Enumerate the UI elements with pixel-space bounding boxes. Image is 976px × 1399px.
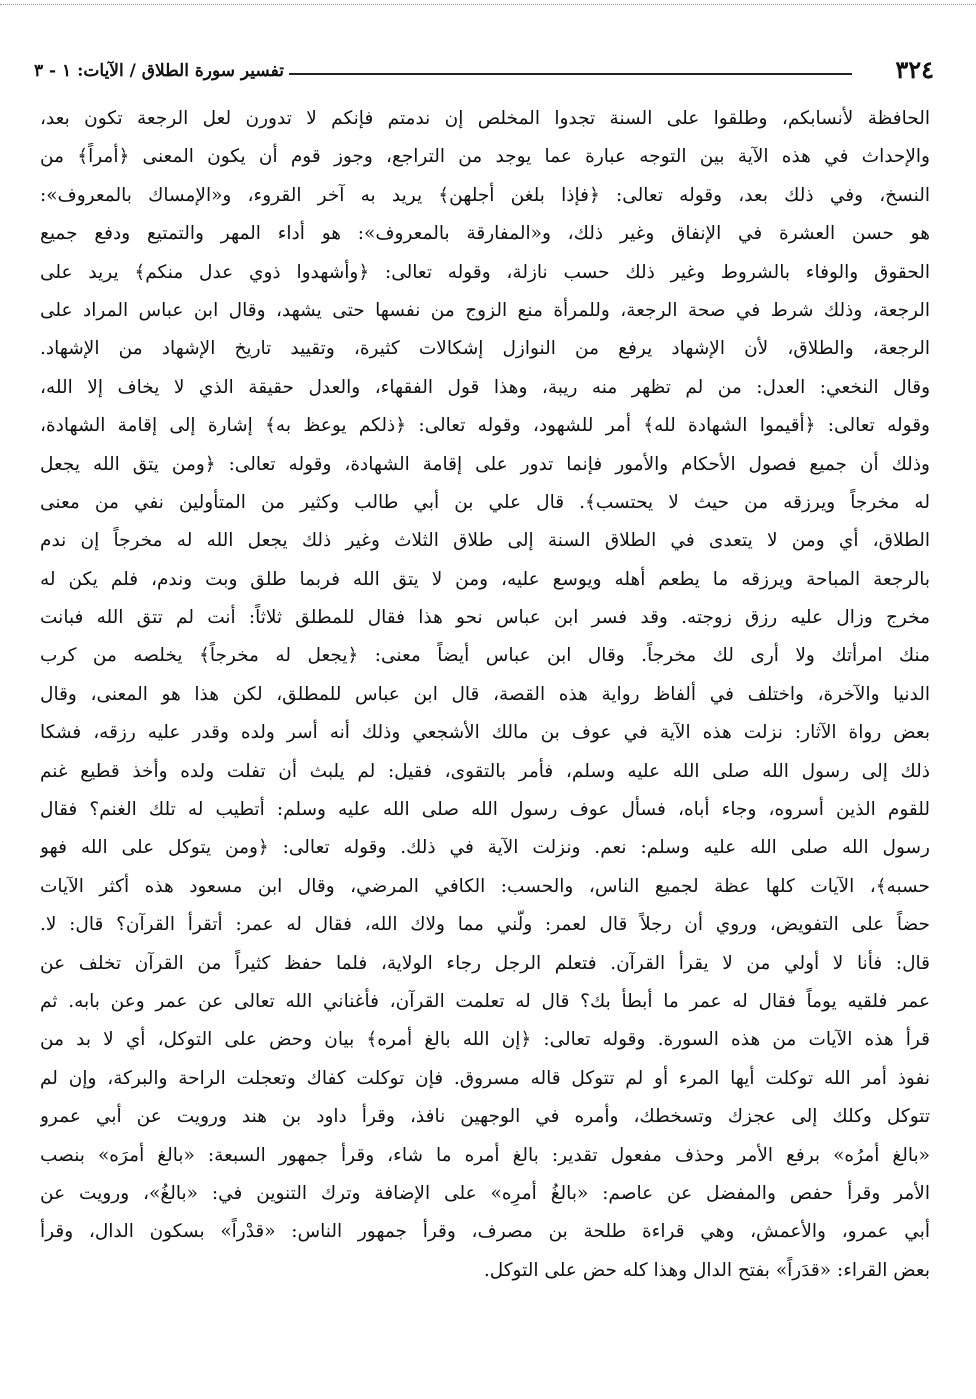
text-line: وقوله تعالى: ﴿أقيموا الشهادة لله﴾ أمر للشهود، وقوله تعالى: ﴿ذلكم يوعظ به﴾ إشارة إلى إقامة الشهادة، [40,415,930,437]
text-line: الرجعة، وذلك شرط في صحة الرجعة، وللمرأة منع الزوج من نفسها حتى يشهد، وقال ابن عباس المراد على [40,299,930,321]
text-line: قرأ هذه الآيات من هذه السورة. وقوله تعالى: ﴿إن الله بالغ أمره﴾ بيان وحض على التوكل، أي لا بد من [40,1029,930,1051]
text-line: حسبه﴾، الآيات كلها عظة لجميع الناس، والحسب: الكافي المرضي، وقال ابن مسعود هذه أكثر الآيات [40,875,930,897]
text-line: وذلك أن جميع فصول الأحكام والأمور فإنما تدور على إقامة الشهادة، وقوله تعالى: ﴿ومن يتق الله يجعل [40,453,930,475]
text-line: الحقوق والوفاء بالشروط وغير ذلك حسب نازلة، وقوله تعالى: ﴿وأشهدوا ذوي عدل منكم﴾ يريد على [40,261,930,283]
text-line: الأمر وقرأ حفص والمفضل عن عاصم: «بالغُ أمرِه» على الإضافة وترك التنوين في: «بالغُ»، ورويت عن [40,1182,930,1204]
text-line: النسخ، وفي ذلك بعد، وقوله تعالى: ﴿فإذا بلغن أجلهن﴾ يريد به آخر القروء، و«الإمساك بالمعروف»: [40,184,930,206]
top-dotted-rule [0,4,976,5]
text-line: حضاً على التفويض، وروي أن رجلاً قال لعمر: ولّني مما ولاك الله، فقال له عمر: أتقرأ القرآن؟ قال: لا. [40,914,930,936]
text-line: الطلاق، أي ومن لا يتعدى في الطلاق السنة إلى طلاق الثلاث وغير ذلك يجعل الله له مخرجاً إن ندم [40,530,930,552]
text-line: «بالغ أمرُه» برفع الأمر وحذف مفعول تقدير: بالغ أمره ما شاء، وقرأ جمهور السبعة: «بالغ أمرَه» بنصب [40,1144,930,1166]
text-line: له مخرجاً ويرزقه من حيث لا يحتسب﴾. قال علي بن أبي طالب وكثير من المتأولين نفي من معنى [40,491,930,513]
text-line: الدنيا والآخرة، واختلف في ألفاظ رواية هذه القصة، قال ابن عباس للمطلق، لكن هذا هو المعنى، وقال [40,683,930,705]
text-line: مخرج وزال عليه رزق زوجته. وقد فسر ابن عباس نحو هذا فقال للمطلق ثلاثاً: أنت لم تتق الله فبانت [40,607,930,629]
text-line: منك امرأتك ولا أرى لك مخرجاً. وقال ابن عباس أيضاً معنى: ﴿يجعل له مخرجاً﴾ يخلصه من كرب [40,645,930,667]
header-rule [289,73,852,75]
text-line: والإحداث في هذه الآية بين التوجه عبارة عما يوجد من التراجع، وجوز قوم أن يكون المعنى ﴿أمراً﴾ من [40,146,930,168]
text-line: بعض القراء: «قدَراً» بفتح الدال وهذا كله حض على التوكل. [483,1259,930,1281]
body-text [40,100,930,1290]
text-line: تتوكل وكلك إلى عجزك وتسخطك، وأمره في الوجهين نافذ، وقرأ داود بن هند ورويت عن أبي عمرو [40,1106,930,1128]
text-line: بعض رواة الآثار: نزلت هذه الآية في عوف بن مالك الأشجعي وذلك أنه أسر ولده وقدر عليه رزقه، فشكا [40,722,930,744]
page-number: ٣٢٤ [895,55,934,84]
running-title: تفسير سورة الطلاق / الآيات: ١ - ٣ [34,61,284,81]
text-line: الحافظة لأنسابكم، وطلقوا على السنة تجدوا المخلص إن ندمتم فإنكم لا تدورن لعل الرجعة تكون بعد، [40,108,930,129]
text-line: هو حسن العشرة في الإنفاق وغير ذلك، و«المفارقة بالمعروف»: هو أداء المهر والتمتيع ودفع جميع [40,223,930,245]
text-line: ذلك إلى رسول الله صلى الله عليه وسلم، فأمر بالتقوى، فقيل: لم يلبث أن تفلت ولده وأخذ قطيع غنم [40,760,930,782]
text-line: وقال النخعي: العدل: من لم تظهر منه ريبة، وهذا قول الفقهاء، والعدل حقيقة الذي لا يخاف إلا الله، [40,376,930,398]
text-line: بالرجعة المباحة ويرزقه ما يطعم أهله ويوسع عليه، ومن لا يتق الله فربما طلق وبت وندم، فلم يكن له [40,568,930,590]
text-line: عمر فلقيه يوماً فقال له عمر ما أبطأ بك؟ قال له تعلمت القرآن، فأغناني الله تعالى عن عمر وعن بابه. ثم [40,990,930,1012]
text-line: قال: فأنا لا أولي من لا يقرأ القرآن. فتعلم الرجل رجاء الولاية، فلما حفظ كثيراً من القرآن تخلف عن [40,952,930,974]
text-line: الرجعة، والطلاق، لأن الإشهاد يرفع من النوازل إشكالات كثيرة، وتقييد تاريخ الإشهاد من الإشهاد. [40,338,930,360]
text-line: أبي عمرو، والأعمش، وهي قراءة طلحة بن مصرف، وقرأ جمهور الناس: «قدْراً» بسكون الدال، وقرأ [40,1221,930,1243]
text-line: رسول الله صلى الله عليه وسلم: نعم. ونزلت الآية في ذلك. وقوله تعالى: ﴿ومن يتوكل على الله فهو [40,837,930,859]
text-line: نفوذ أمر الله توكلت أيها المرء أو لم تتوكل قاله مسروق. فإن توكلت كفاك وتعجلت الراحة والبركة، وإن لم [40,1067,930,1089]
text-line: للقوم الذين أسروه، وجاء أباه، فسأل عوف رسول الله صلى الله عليه وسلم: أتطيب له تلك الغنم؟ فقال [40,799,930,821]
page-header [34,56,934,86]
